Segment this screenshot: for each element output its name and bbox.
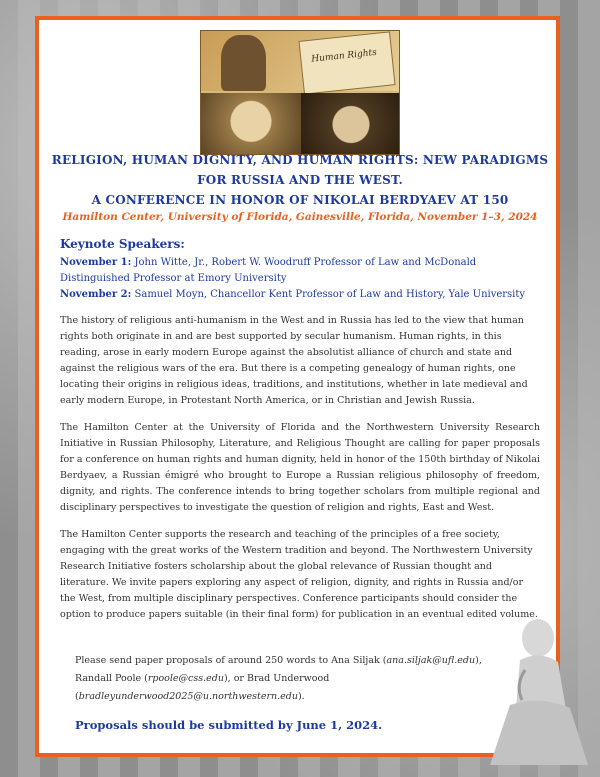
statue-illustration	[470, 600, 595, 770]
portrait-right	[301, 93, 400, 155]
email-link-randall[interactable]: rpoole@css.edu	[147, 673, 224, 684]
keynote-speaker-2	[60, 287, 530, 303]
paragraph-3: The Hamilton Center supports the research and teaching of the principles of a free society, engaging with the great works of the Western tradition and beyond. The Northwestern University Research Initiative fosters scholarship about the global relevance of Russian thought and literature. We invite papers exploring any aspect of religion, dignity, and rights in Russia and/or the West, from multiple disciplinary perspectives. Conference participants should consider the option to produce papers suitable (in their final form) for publication in an eventual edited volume.	[60, 529, 538, 620]
conference-title	[40, 150, 560, 210]
portrait-left	[201, 93, 301, 155]
keynote-date-2: November 2:	[60, 289, 132, 300]
paragraph-2: The Hamilton Center at the University of Florida and the Northwestern University Research Initiative in Russian Philosophy, Literature, and Religious Thought are calling for paper proposals for a conference on human rights and human dignity, held in honor of the 150th birthday of Nikolai Berdyaev, a Russian émigré who brought to Europe a Russian religious philosophy of freedom, dignity, and rights. The conference intends to bring together scholars from multiple regional and disciplinary perspectives to investigate the question of religion and rights, East and West.	[60, 422, 540, 513]
title-line-3: A CONFERENCE IN HONOR OF NIKOLAI BERDYAEV AT 150	[91, 193, 509, 207]
human-rights-document-text: Human Rights	[310, 47, 378, 65]
keynote-heading: Keynote Speakers:	[60, 237, 185, 251]
hero-collage-image	[200, 30, 400, 155]
human-rights-document	[298, 31, 395, 94]
contact-mid-2: ), or Brad Underwood (	[75, 673, 330, 702]
contact-end: ).	[297, 691, 305, 702]
contact-mid-1: ), Randall Poole (	[75, 655, 482, 684]
title-line-2: FOR RUSSIA AND THE WEST.	[197, 173, 403, 187]
keynote-text-1: John Witte, Jr., Robert W. Woodruff Professor of Law and McDonald Distinguished Professor at Emory University	[60, 257, 477, 284]
paragraph-1: The history of religious anti-humanism in the West and in Russia has led to the view that human rights both originate in and are best supported by secular humanism. Human rights, in this reading, arose in early modern Europe against the absolutist alliance of church and state and against the religious wars of the era. But there is a competing genealogy of human rights, one locating their origins in religious ideas, traditions, and institutions, whether in late medieval and early modern Europe, in Protestant North America, or in Christian and Jewish Russia.	[60, 315, 528, 406]
contact-info	[75, 652, 495, 706]
title-line-1: RELIGION, HUMAN DIGNITY, AND HUMAN RIGHTS: NEW PARADIGMS	[51, 153, 549, 167]
keynote-speaker-1	[60, 255, 530, 287]
conference-location: Hamilton Center, University of Florida, Gainesville, Florida, November 1–3, 2024	[62, 211, 538, 223]
email-link-ana[interactable]: ana.siljak@ufl.edu	[386, 655, 476, 666]
keynote-date-1: November 1:	[60, 257, 132, 268]
contact-intro: Please send paper proposals of around 250 words to Ana Siljak (	[75, 655, 387, 666]
hero-figure-silhouette	[221, 35, 266, 91]
email-link-brad[interactable]: bradleyunderwood2025@u.northwestern.edu	[78, 691, 298, 702]
submission-deadline: Proposals should be submitted by June 1, 2024.	[75, 718, 383, 732]
keynote-text-2: Samuel Moyn, Chancellor Kent Professor of Law and History, Yale University	[131, 289, 526, 300]
